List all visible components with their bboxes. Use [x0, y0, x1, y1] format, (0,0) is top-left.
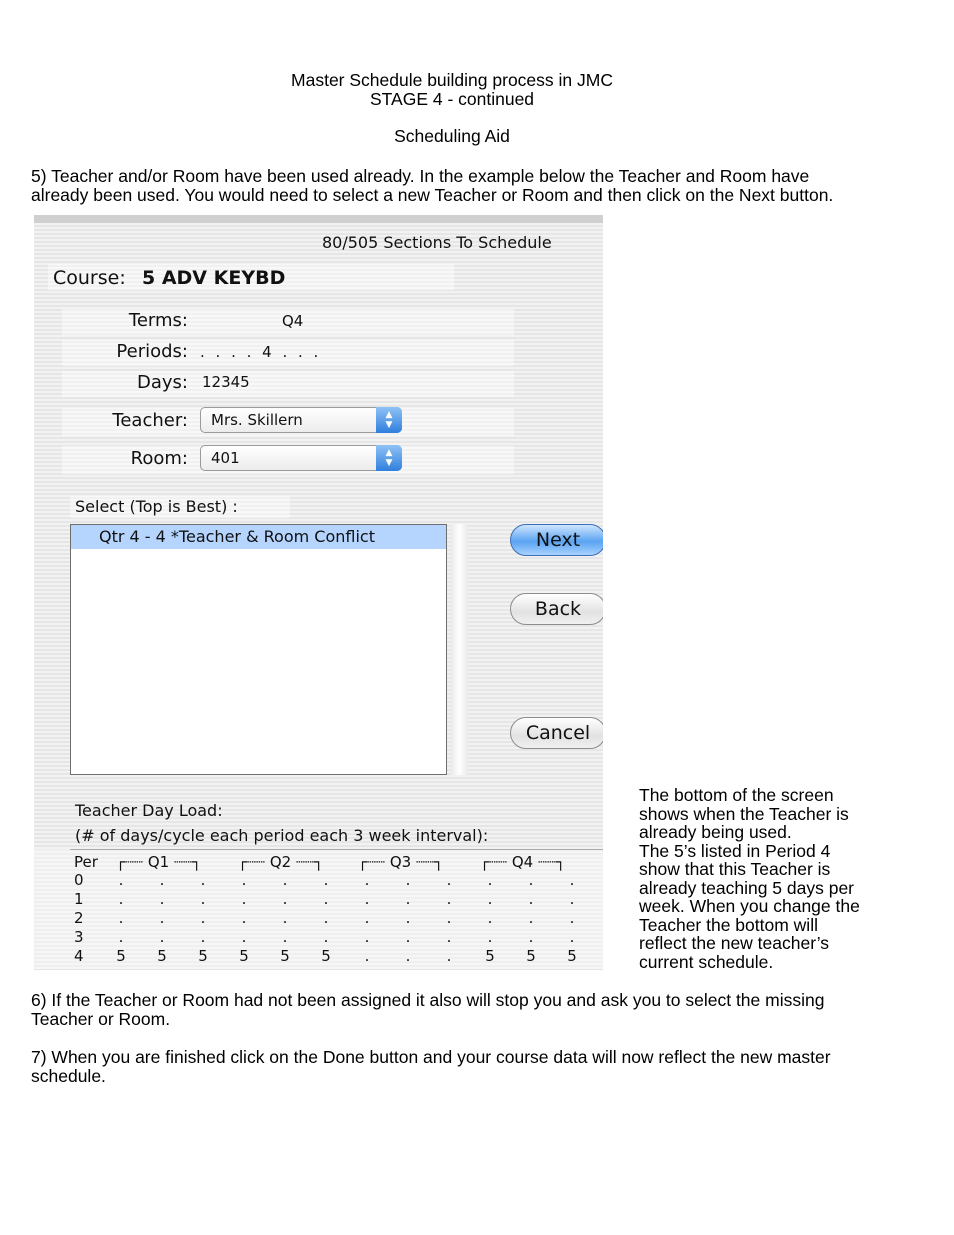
grid-cell: .: [241, 890, 247, 908]
grid-cell: .: [446, 909, 452, 927]
grid-cell: .: [487, 909, 493, 927]
grid-cell: .: [528, 928, 534, 946]
grid-cell: .: [487, 928, 493, 946]
terms-label: Terms:: [128, 310, 188, 331]
doc-title: [0, 71, 904, 109]
side-note-line: current schedule.: [639, 951, 774, 972]
grid-cell: 5: [280, 947, 290, 965]
grid-cell: .: [364, 947, 370, 965]
grid-cell: .: [159, 890, 165, 908]
grid-cell: .: [323, 928, 329, 946]
side-note-line: The bottom of the screen: [639, 785, 834, 805]
grid-cell: .: [200, 890, 206, 908]
grid-cell: 5: [157, 947, 167, 965]
grid-cell: .: [446, 871, 452, 889]
side-note: [639, 786, 939, 971]
grid-cell: .: [569, 871, 575, 889]
side-note-line: reflect the new teacher’s: [639, 933, 830, 953]
side-note-line: show that this Teacher is: [639, 859, 831, 879]
teacher-load-grid: [34, 849, 603, 969]
grid-cell: .: [323, 909, 329, 927]
grid-cell: .: [487, 890, 493, 908]
step7-paragraph: [31, 1048, 931, 1086]
grid-header-q4: ┌┈┈ Q4 ┈┈┐: [480, 853, 566, 871]
grid-cell: .: [569, 890, 575, 908]
grid-cell: .: [282, 928, 288, 946]
grid-cell: .: [446, 947, 452, 965]
grid-row-period: 4: [74, 947, 84, 965]
grid-top-rule: [70, 849, 603, 850]
q2-label: Q2: [269, 853, 292, 871]
grid-cell: .: [405, 909, 411, 927]
grid-cell: .: [241, 928, 247, 946]
grid-row-period: 3: [74, 928, 84, 946]
grid-cell: .: [364, 871, 370, 889]
list-scrollbar[interactable]: [451, 524, 468, 775]
grid-cell: .: [446, 890, 452, 908]
grid-cell: 5: [239, 947, 249, 965]
list-item[interactable]: [71, 525, 446, 549]
step6-paragraph: [31, 991, 931, 1029]
teacher-select-value: Mrs. Skillern: [211, 411, 303, 429]
room-select-value: 401: [211, 449, 240, 467]
grid-cell: .: [569, 909, 575, 927]
next-button[interactable]: Next: [510, 524, 603, 556]
days-value: 12345: [202, 373, 250, 391]
select-arrows-icon: ▲ ▼: [376, 407, 402, 433]
grid-cell: .: [323, 871, 329, 889]
grid-cell: .: [200, 909, 206, 927]
grid-cell: .: [200, 871, 206, 889]
grid-cell: .: [118, 890, 124, 908]
grid-cell: 5: [485, 947, 495, 965]
grid-cell: .: [405, 871, 411, 889]
step6-line-1: 6) If the Teacher or Room had not been assigned it also will stop you and ask you to select the missing: [31, 990, 825, 1010]
grid-cell: .: [159, 928, 165, 946]
grid-cell: .: [118, 928, 124, 946]
teacher-select[interactable]: [200, 407, 402, 433]
doc-subtitle: Scheduling Aid: [394, 126, 510, 146]
grid-cell: .: [282, 890, 288, 908]
grid-cell: .: [159, 871, 165, 889]
grid-cell: 5: [116, 947, 126, 965]
grid-row-period: 0: [74, 871, 84, 889]
course-value: 5 ADV KEYBD: [142, 267, 286, 289]
grid-cell: .: [364, 928, 370, 946]
step7-line-1: 7) When you are finished click on the Done button and your course data will now reflect the new master: [31, 1047, 831, 1067]
grid-cell: .: [364, 890, 370, 908]
list-item-label: Qtr 4 - 4 *Teacher & Room Conflict: [99, 527, 375, 546]
back-button[interactable]: Back: [510, 593, 603, 625]
cancel-button[interactable]: Cancel: [510, 717, 603, 749]
periods-value: . . . . 4 . . .: [200, 343, 322, 361]
grid-cell: .: [323, 890, 329, 908]
title-line-1: Master Schedule building process in JMC: [291, 70, 613, 90]
side-note-line: shows when the Teacher is: [639, 803, 849, 824]
options-list[interactable]: [70, 524, 447, 775]
course-label: Course:: [53, 267, 126, 289]
grid-cell: .: [241, 909, 247, 927]
grid-cell: .: [364, 909, 370, 927]
terms-value: Q4: [282, 312, 304, 330]
grid-cell: 5: [198, 947, 208, 965]
grid-header-q1: ┌┈┈ Q1 ┈┈┐: [116, 853, 202, 871]
side-note-line: Teacher the bottom will: [639, 914, 818, 935]
window-top-edge: [34, 215, 603, 223]
grid-header-q2: ┌┈┈ Q2 ┈┈┐: [238, 853, 324, 871]
grid-cell: .: [528, 909, 534, 927]
side-note-line: The 5’s listed in Period 4: [639, 840, 831, 861]
side-note-line: already being used.: [639, 822, 792, 842]
grid-cell: .: [405, 928, 411, 946]
grid-row-period: 2: [74, 909, 84, 927]
grid-header-q3: ┌┈┈ Q3 ┈┈┐: [358, 853, 444, 871]
grid-cell: .: [159, 909, 165, 927]
room-select[interactable]: [200, 445, 402, 471]
grid-cell: .: [241, 871, 247, 889]
teacher-load-title: Teacher Day Load:: [75, 801, 223, 820]
grid-cell: .: [200, 928, 206, 946]
q1-label: Q1: [147, 853, 170, 871]
grid-cell: .: [405, 890, 411, 908]
grid-cell: 5: [567, 947, 577, 965]
select-label: Select (Top is Best) :: [75, 497, 238, 516]
q3-label: Q3: [389, 853, 412, 871]
teacher-load-subtitle: (# of days/cycle each period each 3 week interval):: [75, 826, 489, 845]
grid-cell: .: [118, 909, 124, 927]
step5-line-2: already been used. You would need to select a new Teacher or Room and then click on the Next button.: [31, 185, 834, 205]
grid-cell: .: [282, 909, 288, 927]
step5-line-1: 5) Teacher and/or Room have been used already. In the example below the Teacher and Room have: [31, 166, 810, 186]
teacher-label: Teacher:: [112, 410, 188, 431]
step5-paragraph: [31, 167, 931, 205]
side-note-line: week. When you change the: [639, 896, 860, 916]
side-note-line: already teaching 5 days per: [639, 877, 854, 898]
step7-line-2: schedule.: [31, 1066, 106, 1086]
q4-label: Q4: [511, 853, 534, 871]
grid-cell: .: [118, 871, 124, 889]
grid-row-period: 1: [74, 890, 84, 908]
grid-cell: .: [405, 947, 411, 965]
select-arrows-icon: ▲ ▼: [376, 445, 402, 471]
step6-line-2: Teacher or Room.: [31, 1009, 171, 1029]
periods-label: Periods:: [116, 341, 188, 362]
grid-cell: .: [528, 871, 534, 889]
grid-cell: .: [569, 928, 575, 946]
grid-cell: .: [487, 871, 493, 889]
title-line-2: STAGE 4 - continued: [369, 89, 535, 109]
grid-cell: .: [282, 871, 288, 889]
room-label: Room:: [130, 448, 188, 469]
sections-to-schedule: 80/505 Sections To Schedule: [322, 233, 552, 252]
days-label: Days:: [137, 372, 188, 393]
grid-header-per: Per: [74, 853, 98, 871]
grid-cell: .: [446, 928, 452, 946]
grid-cell: .: [528, 890, 534, 908]
scheduling-aid-screenshot: [34, 215, 603, 970]
grid-cell: 5: [321, 947, 331, 965]
grid-cell: 5: [526, 947, 536, 965]
